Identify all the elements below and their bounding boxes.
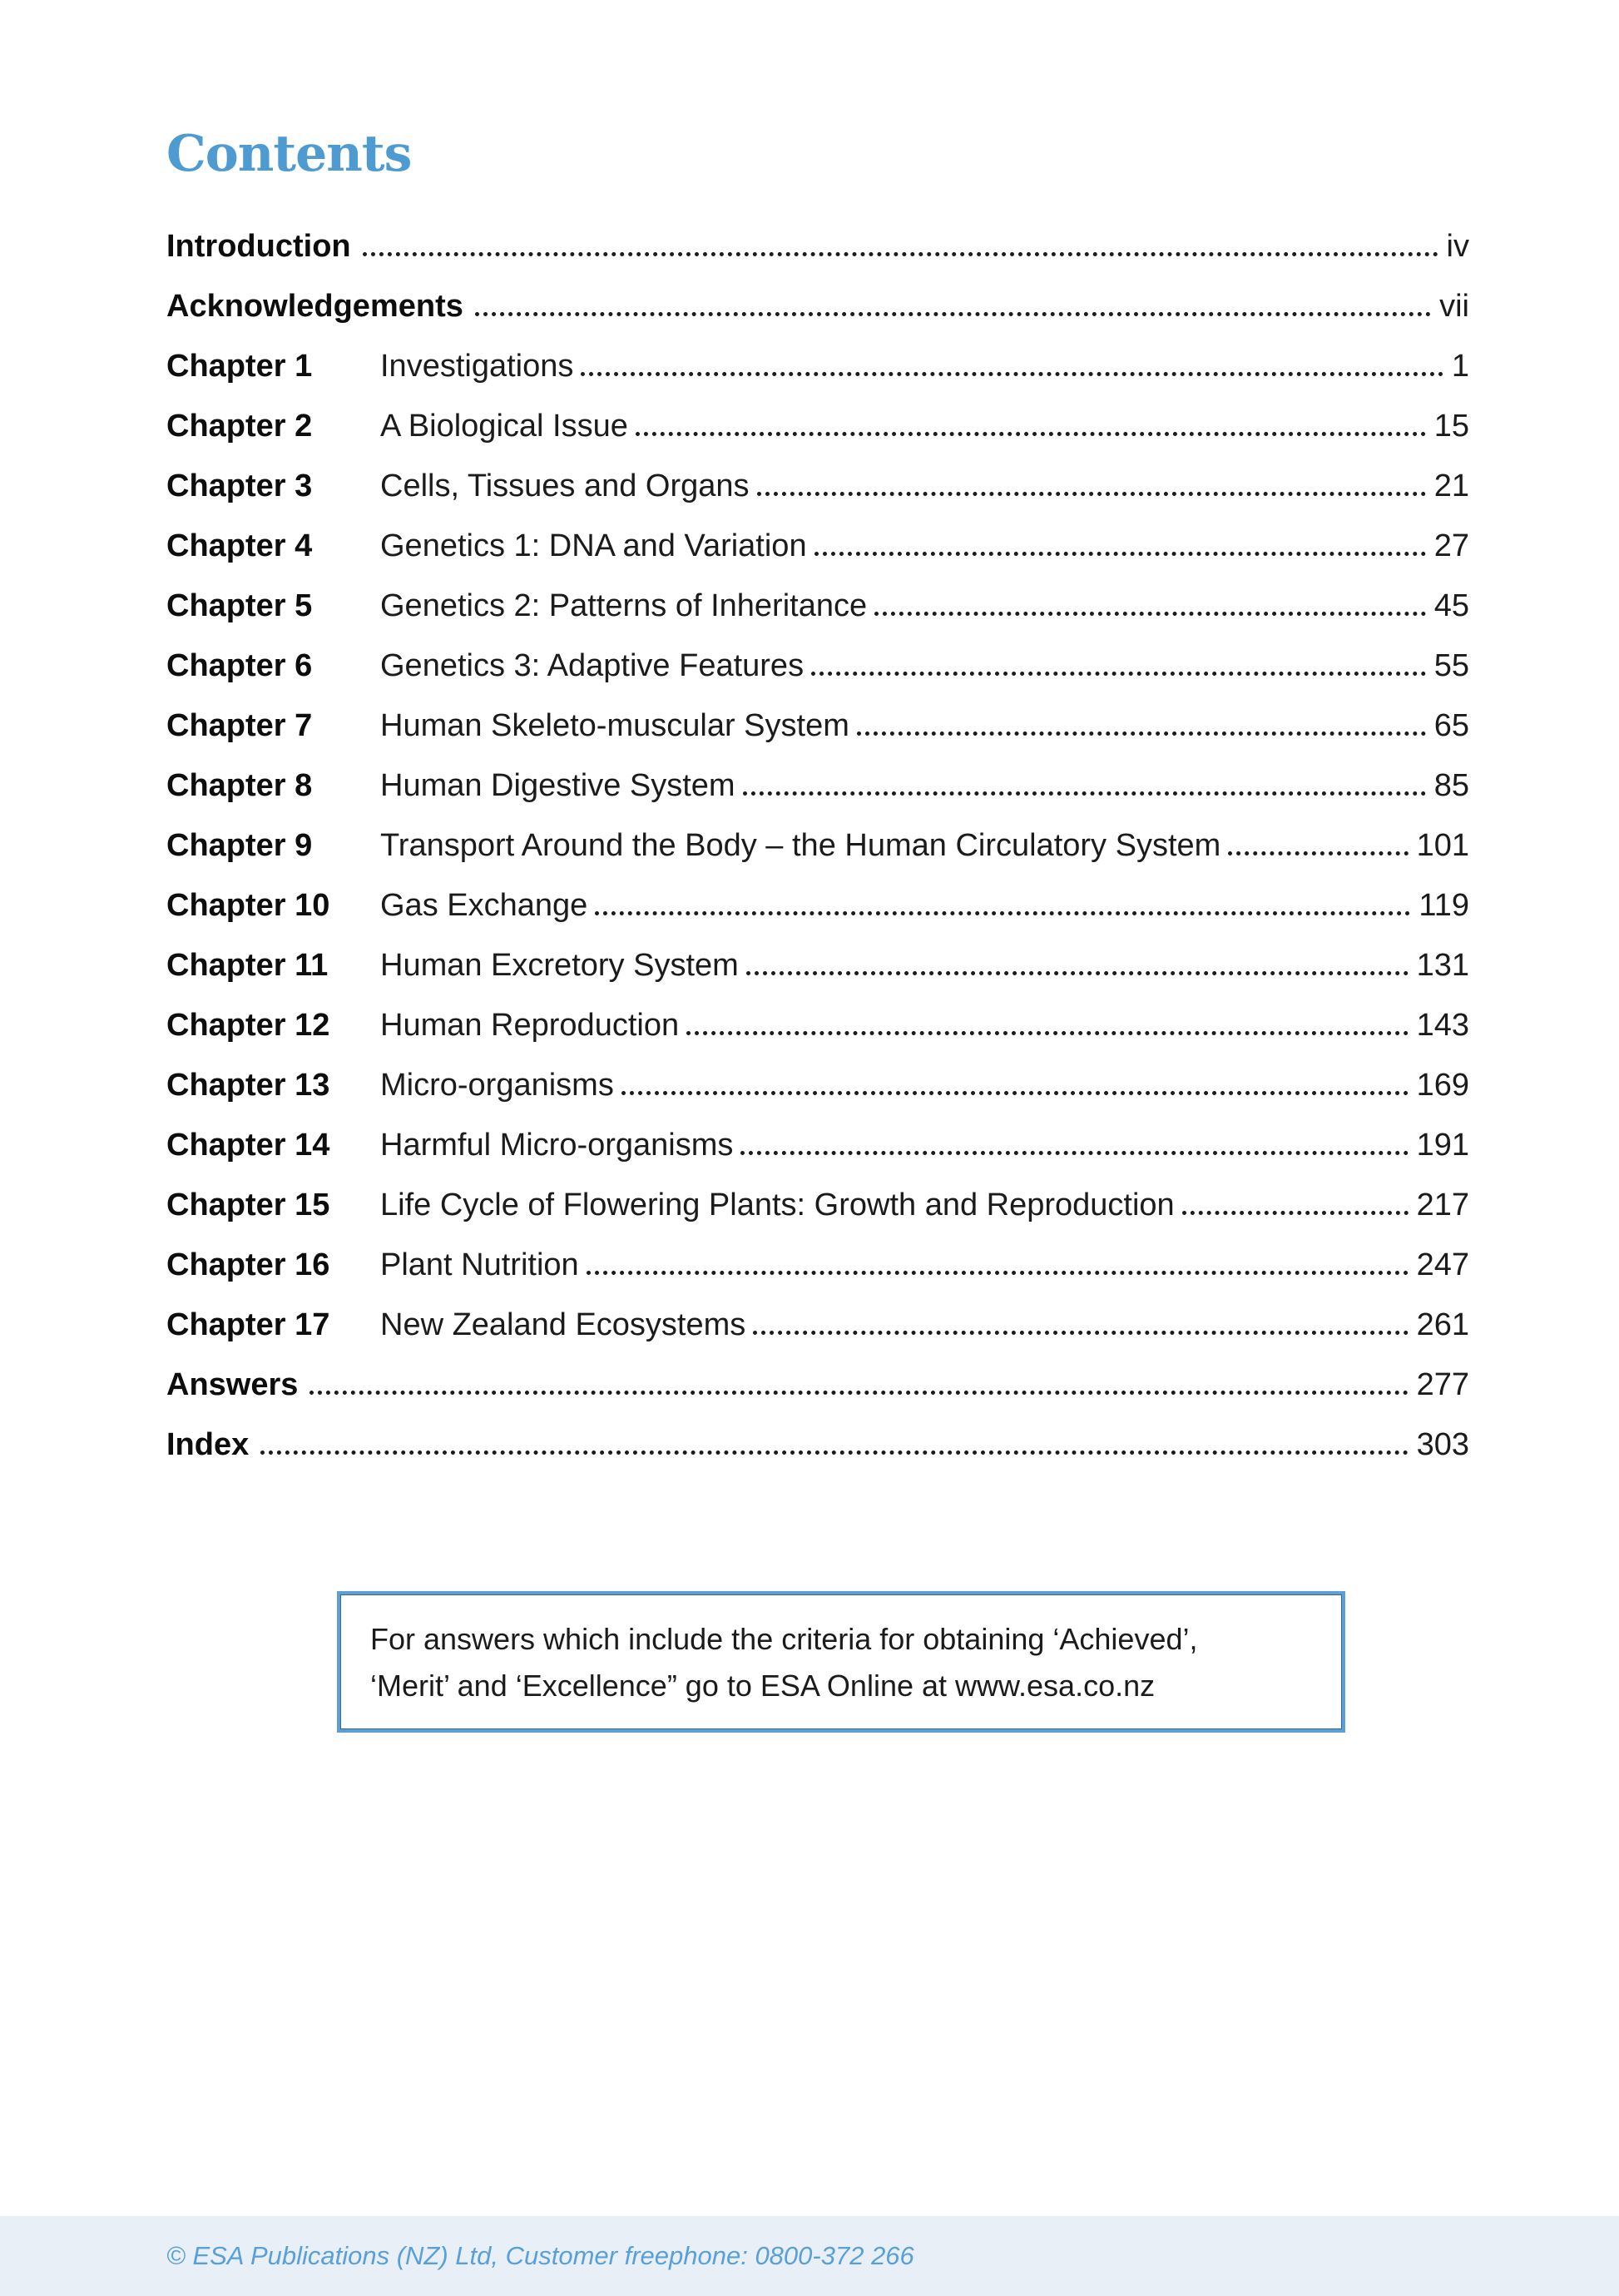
toc-row-chapter-12 bbox=[166, 995, 1469, 1055]
toc-page-number: vii bbox=[1439, 289, 1469, 324]
dot-leader bbox=[753, 1331, 1408, 1335]
toc-page-number: 101 bbox=[1416, 828, 1469, 863]
table-of-contents bbox=[166, 216, 1469, 1475]
toc-chapter-label: Chapter 12 bbox=[166, 1008, 330, 1043]
toc-page-number: 261 bbox=[1416, 1307, 1469, 1342]
dot-leader bbox=[1228, 851, 1408, 855]
toc-chapter-title: Investigations bbox=[380, 349, 574, 384]
toc-page-number: 131 bbox=[1416, 948, 1469, 983]
toc-chapter-title: A Biological Issue bbox=[380, 409, 628, 444]
toc-chapter-title: Genetics 1: DNA and Variation bbox=[380, 528, 807, 563]
toc-chapter-title: Human Digestive System bbox=[380, 768, 735, 803]
toc-row-chapter-11 bbox=[166, 935, 1469, 995]
answers-note-line-1: For answers which include the criteria for obtaining ‘Achieved’, bbox=[370, 1622, 1198, 1656]
toc-page-number: 1 bbox=[1451, 349, 1469, 384]
toc-page-number: 21 bbox=[1433, 469, 1469, 503]
toc-chapter-title: Genetics 2: Patterns of Inheritance bbox=[380, 588, 868, 623]
toc-chapter-title: Gas Exchange bbox=[380, 888, 588, 923]
dot-leader bbox=[746, 971, 1409, 975]
toc-chapter-label: Chapter 13 bbox=[166, 1068, 330, 1103]
toc-row-chapter-6 bbox=[166, 636, 1469, 696]
toc-chapter-label: Chapter 3 bbox=[166, 469, 313, 503]
toc-page-number: 247 bbox=[1416, 1247, 1469, 1282]
toc-chapter-label: Chapter 8 bbox=[166, 768, 313, 803]
toc-chapter-label: Chapter 6 bbox=[166, 648, 313, 683]
toc-chapter-label: Chapter 14 bbox=[166, 1128, 330, 1163]
toc-chapter-title: Plant Nutrition bbox=[380, 1247, 579, 1282]
toc-chapter-label: Chapter 9 bbox=[166, 828, 313, 863]
dot-leader bbox=[475, 312, 1431, 316]
toc-chapter-title: Life Cycle of Flowering Plants: Growth and Reproduction bbox=[380, 1188, 1175, 1222]
dot-leader bbox=[1182, 1211, 1409, 1215]
toc-page-number: 27 bbox=[1433, 528, 1469, 563]
toc-row-chapter-8 bbox=[166, 756, 1469, 816]
footer-band bbox=[0, 2216, 1619, 2296]
toc-page-number: 303 bbox=[1416, 1427, 1469, 1462]
toc-chapter-title: Genetics 3: Adaptive Features bbox=[380, 648, 805, 683]
dot-leader bbox=[740, 1151, 1408, 1155]
toc-chapter-title: Human Excretory System bbox=[380, 948, 739, 983]
toc-chapter-title: Harmful Micro-organisms bbox=[380, 1128, 734, 1163]
toc-row-chapter-10 bbox=[166, 875, 1469, 935]
toc-chapter-title: New Zealand Ecosystems bbox=[380, 1307, 746, 1342]
toc-page-number: 217 bbox=[1416, 1188, 1469, 1222]
dot-leader bbox=[621, 1091, 1409, 1095]
toc-page-number: 65 bbox=[1433, 708, 1469, 743]
toc-page-number: 169 bbox=[1416, 1068, 1469, 1103]
toc-chapter-label: Chapter 11 bbox=[166, 948, 329, 983]
toc-row-chapter-7 bbox=[166, 696, 1469, 756]
toc-row-chapter-3 bbox=[166, 456, 1469, 516]
toc-page-number: 143 bbox=[1416, 1008, 1469, 1043]
toc-row-introduction bbox=[166, 216, 1469, 276]
dot-leader bbox=[757, 492, 1426, 496]
toc-chapter-title: Human Skeleto-muscular System bbox=[380, 708, 849, 743]
toc-row-chapter-16 bbox=[166, 1235, 1469, 1295]
dot-leader bbox=[363, 252, 1438, 256]
toc-row-chapter-1 bbox=[166, 336, 1469, 396]
toc-page-number: 55 bbox=[1433, 648, 1469, 683]
toc-entry-label: Index bbox=[166, 1427, 250, 1462]
page-title: Contents bbox=[166, 125, 412, 183]
toc-chapter-label: Chapter 4 bbox=[166, 528, 313, 563]
toc-page-number: 45 bbox=[1433, 588, 1469, 623]
toc-page-number: 15 bbox=[1433, 409, 1469, 444]
toc-row-acknowledgements bbox=[166, 276, 1469, 336]
dot-leader bbox=[857, 731, 1426, 736]
toc-chapter-label: Chapter 5 bbox=[166, 588, 313, 623]
toc-page-number: 277 bbox=[1416, 1367, 1469, 1402]
toc-chapter-title: Cells, Tissues and Organs bbox=[380, 469, 750, 503]
footer-copyright-text: © ESA Publications (NZ) Ltd, Customer freephone: 0800-372 266 bbox=[166, 2241, 914, 2270]
toc-chapter-label: Chapter 17 bbox=[166, 1307, 330, 1342]
toc-row-chapter-17 bbox=[166, 1295, 1469, 1355]
answers-note-line-2: ‘Merit’ and ‘Excellence” go to ESA Online at www.esa.co.nz bbox=[370, 1669, 1156, 1703]
toc-entry-label: Answers bbox=[166, 1367, 299, 1402]
dot-leader bbox=[309, 1391, 1408, 1395]
toc-chapter-label: Chapter 16 bbox=[166, 1247, 330, 1282]
dot-leader bbox=[587, 1271, 1409, 1275]
toc-entry-label: Acknowledgements bbox=[166, 289, 463, 324]
toc-page-number: 191 bbox=[1416, 1128, 1469, 1163]
toc-row-chapter-9 bbox=[166, 816, 1469, 875]
toc-row-answers bbox=[166, 1355, 1469, 1415]
toc-chapter-title: Micro-organisms bbox=[380, 1068, 614, 1103]
toc-chapter-label: Chapter 7 bbox=[166, 708, 313, 743]
dot-leader bbox=[874, 612, 1426, 616]
toc-chapter-label: Chapter 2 bbox=[166, 409, 313, 444]
dot-leader bbox=[686, 1031, 1409, 1035]
answers-note-box bbox=[337, 1591, 1345, 1733]
toc-chapter-label: Chapter 10 bbox=[166, 888, 330, 923]
toc-chapter-label: Chapter 1 bbox=[166, 349, 313, 384]
toc-row-chapter-13 bbox=[166, 1055, 1469, 1115]
toc-row-chapter-14 bbox=[166, 1115, 1469, 1175]
toc-row-index bbox=[166, 1415, 1469, 1475]
toc-row-chapter-15 bbox=[166, 1175, 1469, 1235]
dot-leader bbox=[595, 911, 1410, 915]
dot-leader bbox=[811, 672, 1426, 676]
dot-leader bbox=[581, 372, 1443, 376]
dot-leader bbox=[636, 432, 1426, 436]
toc-row-chapter-4 bbox=[166, 516, 1469, 576]
toc-entry-label: Introduction bbox=[166, 229, 351, 264]
toc-chapter-label: Chapter 15 bbox=[166, 1188, 330, 1222]
toc-page-number: 85 bbox=[1433, 768, 1469, 803]
dot-leader bbox=[743, 791, 1426, 796]
toc-chapter-title: Transport Around the Body – the Human Circulatory System bbox=[380, 828, 1221, 863]
toc-chapter-title: Human Reproduction bbox=[380, 1008, 680, 1043]
dot-leader bbox=[814, 552, 1426, 556]
toc-page-number: 119 bbox=[1418, 888, 1469, 923]
toc-row-chapter-5 bbox=[166, 576, 1469, 636]
toc-row-chapter-2 bbox=[166, 396, 1469, 456]
dot-leader bbox=[260, 1450, 1408, 1455]
toc-page-number: iv bbox=[1446, 229, 1469, 264]
